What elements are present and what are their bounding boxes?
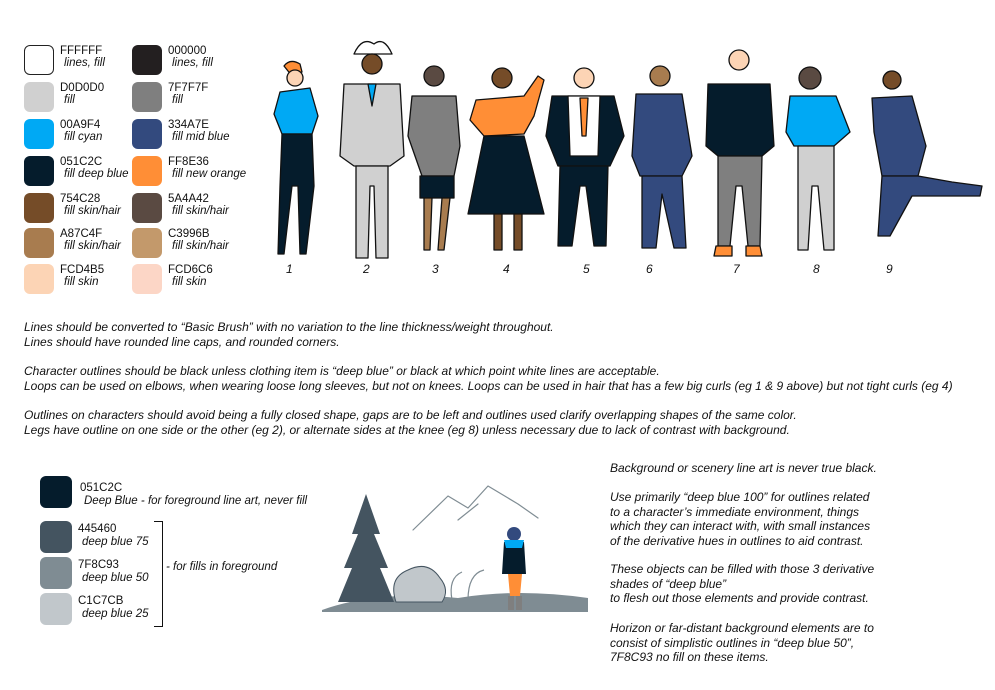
swatch-hex: C1C7CB	[78, 595, 124, 607]
swatch-hex: 7F7F7F	[168, 82, 209, 94]
swatch-role: fill	[172, 94, 183, 106]
character-4	[468, 68, 544, 250]
bracket-label: - for fills in foreground	[166, 561, 278, 573]
swatch-role: fill skin	[64, 276, 99, 288]
swatch-hex: 334A7E	[168, 119, 209, 131]
swatch-role: fill skin/hair	[172, 240, 229, 252]
rule-text: Character outlines should be black unless clothing item is “deep blue” or black at which point white lines are acceptable.	[24, 364, 660, 378]
swatch-color	[132, 45, 162, 75]
swatch-role: deep blue 50	[82, 572, 149, 584]
swatch-role: Deep Blue	[84, 495, 138, 507]
note-text: Horizon or far-distant background elements are to	[610, 621, 874, 635]
outline-rules-paragraph	[24, 364, 953, 394]
note-text: to flesh out those elements and provide contrast.	[610, 591, 869, 605]
swatch-color	[40, 593, 72, 625]
swatch-hex: 7F8C93	[78, 559, 119, 571]
gap-rules-paragraph	[24, 408, 797, 438]
figure-number: 9	[886, 262, 893, 276]
swatch-role: deep blue 25	[82, 608, 149, 620]
character-lineup-illustration	[262, 36, 992, 266]
swatch-color	[24, 45, 54, 75]
rule-text: Outlines on characters should avoid being a fully closed shape, gaps are to be left and outlines used clarify overlapping shapes of the same color.	[24, 408, 797, 422]
character-2	[340, 42, 404, 258]
swatch-hex: FCD4B5	[60, 264, 105, 276]
note-text: to a character’s immediate environment, things	[610, 504, 860, 519]
note-text: These objects can be filled with those 3 derivative	[610, 562, 875, 576]
swatch-role: lines, fill	[64, 57, 105, 69]
rule-text: Lines should have rounded line caps, and rounded corners.	[24, 335, 340, 349]
swatch-hex: 051C2C	[60, 156, 103, 168]
swatch-color	[40, 521, 72, 553]
swatch-hex: FF8E36	[168, 156, 209, 168]
figure-number: 7	[733, 262, 740, 276]
swatch-hex: A87C4F	[60, 228, 103, 240]
figure-number: 3	[432, 262, 439, 276]
swatch-role: lines, fill	[172, 57, 213, 69]
shades-bracket	[154, 521, 163, 627]
swatch-color	[132, 82, 162, 112]
swatch-role: fill	[64, 94, 75, 106]
swatch-color	[132, 228, 162, 258]
swatch-color	[24, 119, 54, 149]
bush	[394, 566, 446, 602]
note-text: consist of simplistic outlines in “deep blue 50”,	[610, 635, 855, 650]
swatch-color	[24, 193, 54, 223]
swatch-role: fill skin/hair	[64, 240, 121, 252]
swatch-color	[40, 557, 72, 589]
scenery-note-1	[610, 461, 877, 476]
deep-blue-main-text	[80, 482, 307, 508]
note-text: 7F8C93 no fill on these items.	[610, 650, 769, 664]
scenery-note-2	[610, 490, 870, 548]
swatch-note: - for foreground line art, never fill	[140, 495, 308, 507]
character-9	[872, 71, 982, 236]
swatch-color	[24, 82, 54, 112]
note-text: which they can interact with, with small instances	[610, 519, 871, 533]
swatch-hex: FFFFFF	[60, 45, 103, 57]
swatch-color	[132, 156, 162, 186]
character-6	[632, 66, 692, 248]
distant-mountains	[413, 486, 538, 530]
swatch-role: deep blue 75	[82, 536, 149, 548]
character-5	[546, 68, 624, 246]
swatch-role: fill skin/hair	[64, 205, 121, 217]
rule-text: Legs have outline on one side or the other (eg 2), or alternate sides at the knee (eg 8) unless necessary due to lack of contrast with background.	[24, 423, 790, 437]
character-1	[274, 61, 318, 254]
scenery-illustration	[318, 478, 598, 618]
scenery-note-4	[610, 621, 874, 665]
note-text: Use primarily “deep blue 100” for outlines related	[610, 490, 870, 504]
scenery-note-3	[610, 562, 874, 606]
note-text: Background or scenery line art is never true black.	[610, 461, 877, 475]
swatch-color	[132, 264, 162, 294]
swatch-hex: 00A9F4	[60, 119, 101, 131]
swatch-hex: 754C28	[60, 193, 101, 205]
swatch-color	[40, 476, 72, 508]
swatch-role: fill skin/hair	[172, 205, 229, 217]
line-rules-paragraph	[24, 320, 554, 350]
rule-text: Lines should be converted to “Basic Brush” with no variation to the line thickness/weight throughout.	[24, 320, 554, 334]
swatch-color	[24, 264, 54, 294]
figure-number: 2	[363, 262, 370, 276]
figure-number: 4	[503, 262, 510, 276]
swatch-role: fill skin	[172, 276, 207, 288]
pine-tree	[338, 494, 394, 602]
swatch-color	[132, 119, 162, 149]
swatch-color	[132, 193, 162, 223]
rule-text: Loops can be used on elbows, when wearing loose long sleeves, but not on knees. Loops can be used in hair that has a few big curls (eg 1 & 9 above) but not tight curls (eg 4)	[24, 379, 953, 393]
figure-number: 5	[583, 262, 590, 276]
swatch-role: fill cyan	[64, 131, 103, 143]
swatch-role: fill mid blue	[172, 131, 230, 143]
swatch-hex: 000000	[168, 45, 207, 57]
swatch-hex: FCD6C6	[168, 264, 213, 276]
figure-number: 1	[286, 262, 293, 276]
note-text: of the derivative hues in outlines to aid contrast.	[610, 533, 864, 548]
swatch-role: fill new orange	[172, 168, 247, 180]
swatch-role: fill deep blue	[64, 168, 129, 180]
swatch-hex: C3996B	[168, 228, 210, 240]
figure-number: 8	[813, 262, 820, 276]
swatch-hex: D0D0D0	[60, 82, 105, 94]
swatch-color	[24, 228, 54, 258]
character-7	[706, 50, 774, 256]
swatch-hex: 051C2C	[80, 482, 123, 494]
swatch-hex: 5A4A42	[168, 193, 209, 205]
character-3	[408, 66, 460, 250]
swatch-color	[24, 156, 54, 186]
note-text: shades of “deep blue”	[610, 576, 727, 591]
figure-number: 6	[646, 262, 653, 276]
character-8	[786, 67, 850, 250]
swatch-hex: 445460	[78, 523, 117, 535]
